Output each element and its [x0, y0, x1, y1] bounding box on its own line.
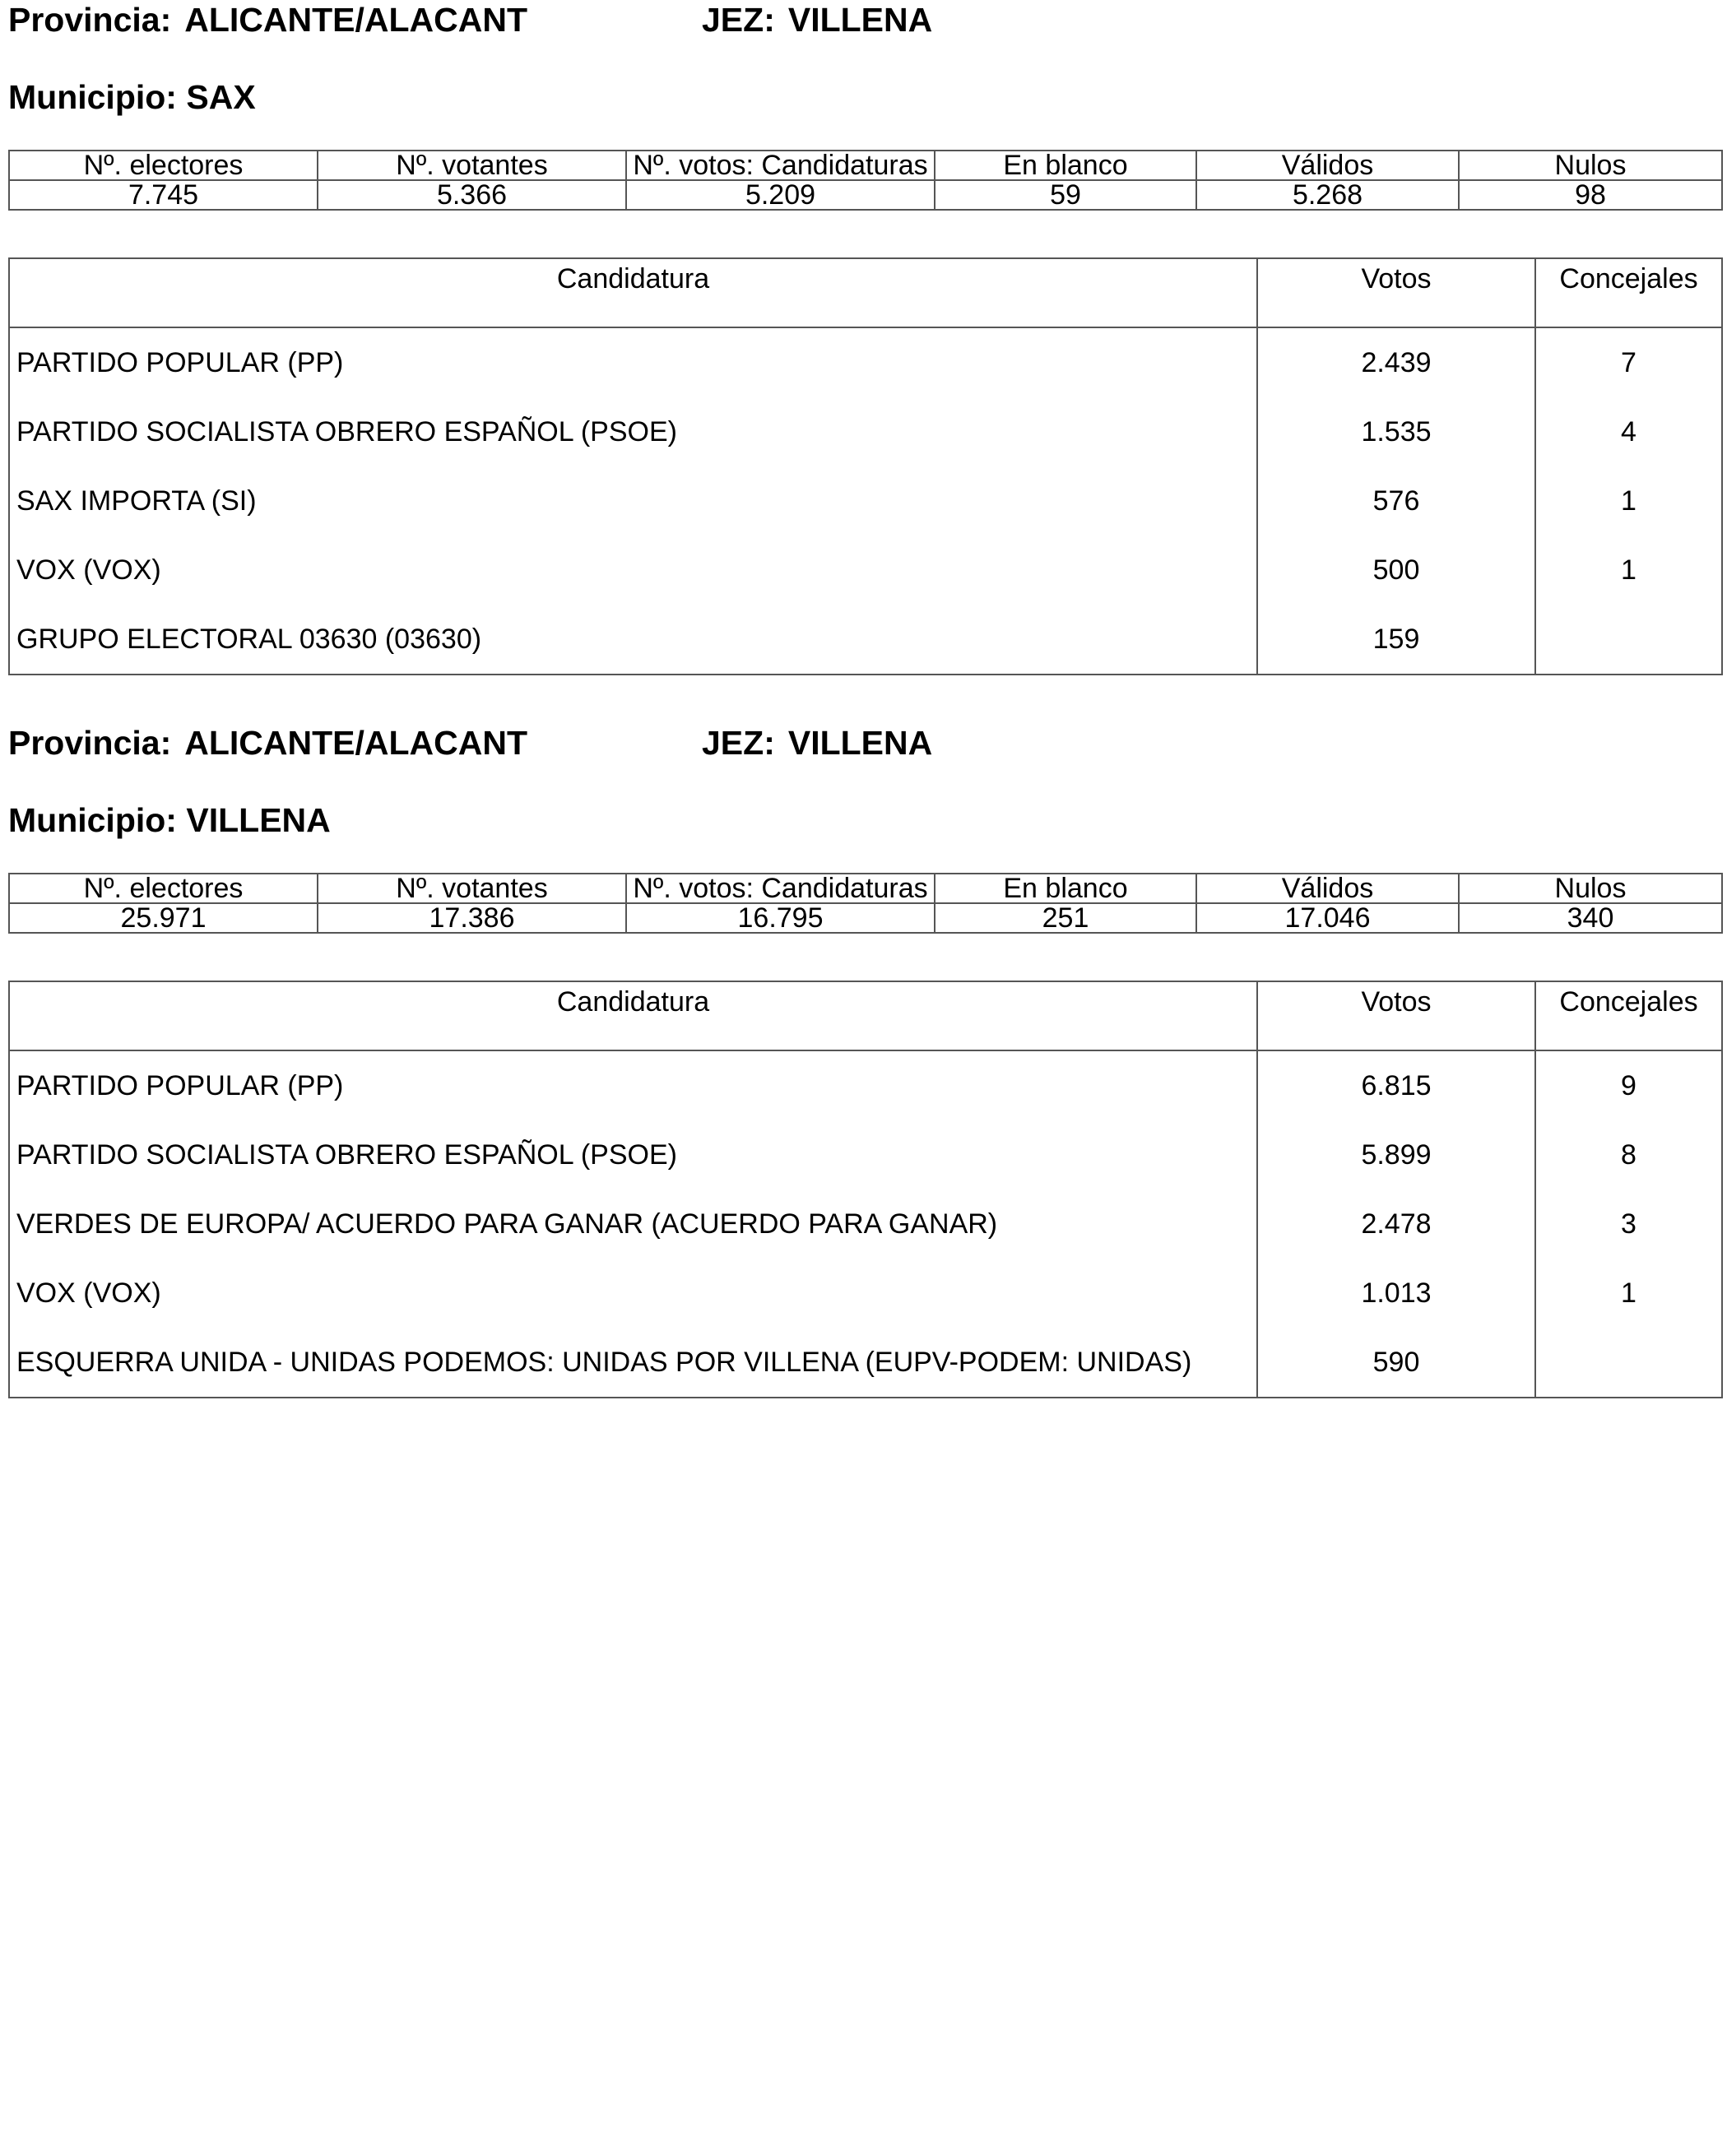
- header-validos: Válidos: [1196, 874, 1459, 903]
- candidate-votes: 576: [1257, 466, 1535, 536]
- value-votos-candidaturas: 16.795: [626, 903, 935, 933]
- provincia-value: ALICANTE/ALACANT: [184, 1, 528, 39]
- value-en-blanco: 59: [935, 180, 1196, 210]
- jez-value: VILLENA: [787, 724, 933, 762]
- header-votos-candidaturas: Nº. votos: Candidaturas: [626, 151, 935, 180]
- candidate-name: SAX IMPORTA (SI): [9, 466, 1257, 536]
- summary-value-row: [9, 180, 1722, 210]
- municipio-label: Municipio:: [8, 801, 177, 839]
- municipality-section-sax: [8, 0, 1721, 683]
- table-row: [9, 1189, 1722, 1259]
- candidate-votes: 1.535: [1257, 397, 1535, 466]
- municipio-heading: [8, 77, 256, 117]
- municipio-label: Municipio:: [8, 78, 177, 116]
- header-en-blanco: En blanco: [935, 874, 1196, 903]
- value-validos: 17.046: [1196, 903, 1459, 933]
- table-row: [9, 536, 1722, 605]
- candidate-votes: 1.013: [1257, 1259, 1535, 1328]
- header-concejales: Concejales: [1535, 258, 1722, 327]
- candidate-name: PARTIDO SOCIALISTA OBRERO ESPAÑOL (PSOE): [9, 397, 1257, 466]
- candidates-header-row: [9, 258, 1722, 327]
- candidate-name: GRUPO ELECTORAL 03630 (03630): [9, 605, 1257, 675]
- municipio-heading: [8, 800, 331, 840]
- table-row: [9, 1259, 1722, 1328]
- value-votos-candidaturas: 5.209: [626, 180, 935, 210]
- provincia-label: Provincia:: [8, 1, 172, 39]
- jez-label: JEZ:: [702, 1, 775, 39]
- table-row: [9, 466, 1722, 536]
- candidate-seats: 3: [1535, 1189, 1722, 1259]
- header-validos: Válidos: [1196, 151, 1459, 180]
- table-row: [9, 1050, 1722, 1120]
- candidate-votes: 5.899: [1257, 1120, 1535, 1189]
- provincia-heading: [8, 723, 527, 763]
- table-row: [9, 1328, 1722, 1398]
- table-row: [9, 327, 1722, 397]
- header-votos-candidaturas: Nº. votos: Candidaturas: [626, 874, 935, 903]
- candidates-header-row: [9, 981, 1722, 1050]
- candidate-name: VOX (VOX): [9, 536, 1257, 605]
- provincia-heading: [8, 0, 527, 39]
- value-votantes: 5.366: [318, 180, 626, 210]
- candidate-name: VOX (VOX): [9, 1259, 1257, 1328]
- candidate-seats: 9: [1535, 1050, 1722, 1120]
- candidate-votes: 500: [1257, 536, 1535, 605]
- provincia-label: Provincia:: [8, 724, 172, 762]
- summary-value-row: [9, 903, 1722, 933]
- jez-label: JEZ:: [702, 724, 775, 762]
- candidate-seats: 7: [1535, 327, 1722, 397]
- candidate-seats: 1: [1535, 466, 1722, 536]
- header-electores: Nº. electores: [9, 874, 318, 903]
- candidate-name: PARTIDO POPULAR (PP): [9, 327, 1257, 397]
- candidates-table: [8, 981, 1723, 1398]
- candidate-seats: [1535, 1328, 1722, 1398]
- candidates-table: [8, 257, 1723, 675]
- candidate-name: PARTIDO SOCIALISTA OBRERO ESPAÑOL (PSOE): [9, 1120, 1257, 1189]
- candidate-votes: 6.815: [1257, 1050, 1535, 1120]
- header-votos: Votos: [1257, 258, 1535, 327]
- provincia-value: ALICANTE/ALACANT: [184, 724, 528, 762]
- table-row: [9, 397, 1722, 466]
- value-electores: 7.745: [9, 180, 318, 210]
- candidate-seats: [1535, 605, 1722, 675]
- table-row: [9, 605, 1722, 675]
- candidate-votes: 590: [1257, 1328, 1535, 1398]
- candidate-votes: 2.478: [1257, 1189, 1535, 1259]
- value-electores: 25.971: [9, 903, 318, 933]
- municipality-section-villena: [8, 723, 1721, 1406]
- header-votantes: Nº. votantes: [318, 151, 626, 180]
- candidate-seats: 1: [1535, 536, 1722, 605]
- value-votantes: 17.386: [318, 903, 626, 933]
- header-concejales: Concejales: [1535, 981, 1722, 1050]
- summary-header-row: [9, 151, 1722, 180]
- value-en-blanco: 251: [935, 903, 1196, 933]
- jez-value: VILLENA: [787, 1, 933, 39]
- candidate-votes: 159: [1257, 605, 1535, 675]
- value-nulos: 340: [1459, 903, 1722, 933]
- value-nulos: 98: [1459, 180, 1722, 210]
- candidate-name: VERDES DE EUROPA/ ACUERDO PARA GANAR (ACUERDO PARA GANAR): [9, 1189, 1257, 1259]
- municipio-value: SAX: [186, 78, 256, 116]
- candidate-name: ESQUERRA UNIDA - UNIDAS PODEMOS: UNIDAS POR VILLENA (EUPV-PODEM: UNIDAS): [9, 1328, 1257, 1398]
- municipio-value: VILLENA: [186, 801, 331, 839]
- jez-heading: [702, 0, 932, 39]
- header-candidatura: Candidatura: [9, 258, 1257, 327]
- candidate-name: PARTIDO POPULAR (PP): [9, 1050, 1257, 1120]
- header-votos: Votos: [1257, 981, 1535, 1050]
- summary-table: [8, 150, 1723, 211]
- summary-header-row: [9, 874, 1722, 903]
- jez-heading: [702, 723, 932, 763]
- table-row: [9, 1120, 1722, 1189]
- header-nulos: Nulos: [1459, 874, 1722, 903]
- header-electores: Nº. electores: [9, 151, 318, 180]
- header-en-blanco: En blanco: [935, 151, 1196, 180]
- value-validos: 5.268: [1196, 180, 1459, 210]
- header-nulos: Nulos: [1459, 151, 1722, 180]
- candidate-seats: 4: [1535, 397, 1722, 466]
- candidate-seats: 8: [1535, 1120, 1722, 1189]
- candidate-votes: 2.439: [1257, 327, 1535, 397]
- header-candidatura: Candidatura: [9, 981, 1257, 1050]
- summary-table: [8, 873, 1723, 934]
- candidate-seats: 1: [1535, 1259, 1722, 1328]
- header-votantes: Nº. votantes: [318, 874, 626, 903]
